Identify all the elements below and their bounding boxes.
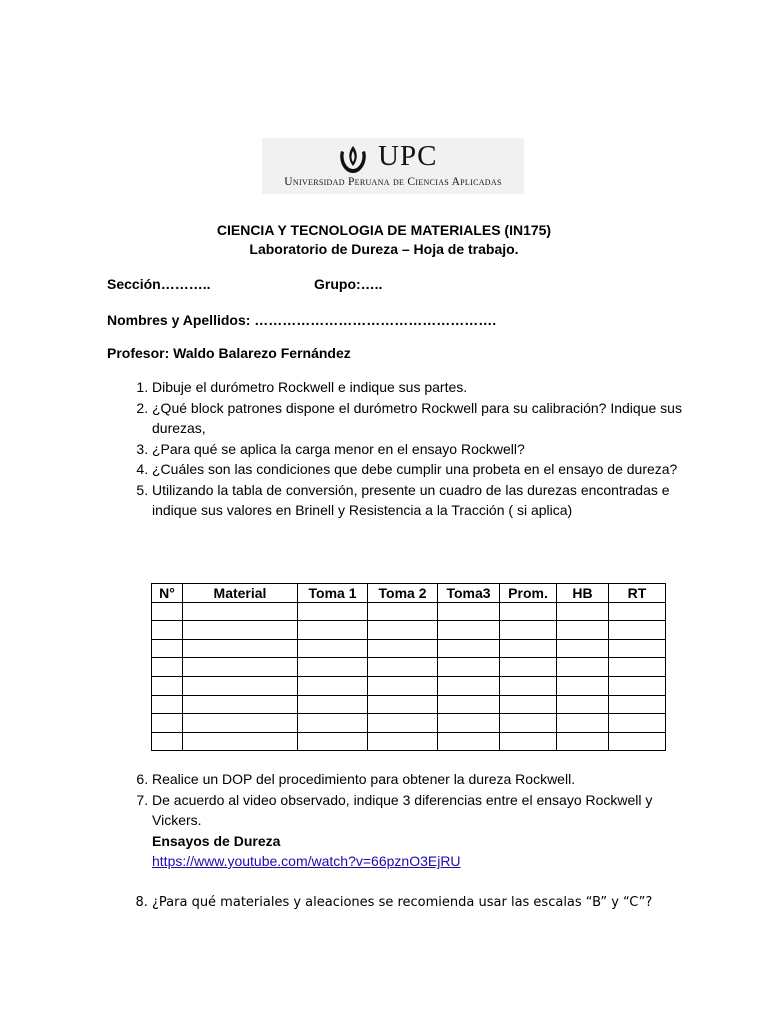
- video-link[interactable]: https://www.youtube.com/watch?v=66pznO3EjRU: [152, 853, 461, 869]
- course-title: CIENCIA Y TECNOLOGIA DE MATERIALES (IN175): [216, 222, 552, 238]
- questions-list: [124, 377, 692, 521]
- upc-logo: [262, 138, 524, 194]
- col-header: RT: [609, 584, 666, 603]
- table-row: [152, 621, 666, 640]
- table-cell: [368, 602, 438, 621]
- col-header: Material: [183, 584, 298, 603]
- table-row: [152, 695, 666, 714]
- table-cell: [183, 658, 298, 677]
- table-cell: [557, 695, 609, 714]
- table-cell: [368, 658, 438, 677]
- professor-field: Profesor: Waldo Balarezo Fernández: [107, 345, 351, 361]
- table-cell: [152, 695, 183, 714]
- table-cell: [152, 602, 183, 621]
- col-header: Toma3: [438, 584, 500, 603]
- logo-wordmark: UPC: [378, 140, 438, 172]
- table-cell: [557, 602, 609, 621]
- table-cell: [183, 602, 298, 621]
- table-cell: [183, 621, 298, 640]
- table-cell: [183, 639, 298, 658]
- table-cell: [183, 695, 298, 714]
- table-cell: [152, 714, 183, 733]
- table-cell: [557, 658, 609, 677]
- table-cell: [500, 602, 557, 621]
- names-field: Nombres y Apellidos: …………………………………………….: [107, 312, 497, 328]
- table-cell: [557, 621, 609, 640]
- table-cell: [438, 732, 500, 751]
- hardness-table: [151, 583, 666, 751]
- table-cell: [500, 621, 557, 640]
- table-cell: [183, 732, 298, 751]
- table-cell: [368, 639, 438, 658]
- table-cell: [298, 602, 368, 621]
- table-cell: [557, 732, 609, 751]
- table-cell: [500, 714, 557, 733]
- questions-list-3: [124, 892, 692, 913]
- table-cell: [609, 658, 666, 677]
- table-row: [152, 676, 666, 695]
- table-cell: [368, 676, 438, 695]
- table-cell: [368, 714, 438, 733]
- university-name: Universidad Peruana de Ciencias Aplicadas: [284, 176, 502, 188]
- table-row: [152, 732, 666, 751]
- table-cell: [298, 639, 368, 658]
- group-field: Grupo:…..: [314, 276, 383, 292]
- table-cell: [438, 621, 500, 640]
- table-cell: [609, 639, 666, 658]
- table-header-row: [152, 584, 666, 603]
- question-8: 8. ¿Para qué materiales y aleaciones se recomienda usar las escalas “B” y “C”?: [152, 892, 692, 913]
- upc-emblem-icon: [336, 143, 370, 177]
- table-cell: [438, 658, 500, 677]
- table-cell: [609, 732, 666, 751]
- questions-list-2: [124, 769, 692, 872]
- table-cell: [609, 621, 666, 640]
- table-cell: [557, 676, 609, 695]
- table-cell: [609, 714, 666, 733]
- table-cell: [609, 695, 666, 714]
- table-cell: [500, 658, 557, 677]
- table-cell: [557, 639, 609, 658]
- table-cell: [609, 602, 666, 621]
- table-cell: [152, 639, 183, 658]
- table-cell: [438, 602, 500, 621]
- table-cell: [298, 621, 368, 640]
- video-title: Ensayos de Dureza: [152, 832, 281, 849]
- table-row: [152, 639, 666, 658]
- table-cell: [438, 695, 500, 714]
- table-cell: [438, 676, 500, 695]
- col-header: N°: [152, 584, 183, 603]
- table-cell: [298, 658, 368, 677]
- table-cell: [298, 695, 368, 714]
- question-7: [152, 790, 692, 872]
- col-header: HB: [557, 584, 609, 603]
- table-cell: [368, 732, 438, 751]
- table-cell: [298, 676, 368, 695]
- question-7-text: De acuerdo al video observado, indique 3 diferencias entre el ensayo Rockwell y Vickers.: [152, 791, 653, 828]
- section-field: Sección………..: [107, 276, 211, 292]
- lab-title: Laboratorio de Dureza – Hoja de trabajo.: [249, 241, 519, 257]
- table-cell: [609, 676, 666, 695]
- table-cell: [500, 695, 557, 714]
- question-1: 1. Dibuje el durómetro Rockwell e indique sus partes.: [152, 377, 692, 398]
- table-cell: [183, 714, 298, 733]
- table-cell: [152, 621, 183, 640]
- question-6: 6. Realice un DOP del procedimiento para obtener la dureza Rockwell.: [152, 769, 692, 790]
- table-cell: [438, 639, 500, 658]
- question-3: 3. ¿Para qué se aplica la carga menor en el ensayo Rockwell?: [152, 439, 692, 460]
- table-cell: [500, 639, 557, 658]
- question-5: 5. Utilizando la tabla de conversión, presente un cuadro de las durezas encontradas e indique sus valores en Brinell y Resistencia a la Tracción ( si aplica): [152, 480, 692, 521]
- col-header: Toma 1: [298, 584, 368, 603]
- table-cell: [152, 658, 183, 677]
- col-header: Prom.: [500, 584, 557, 603]
- table-row: [152, 658, 666, 677]
- table-cell: [298, 714, 368, 733]
- col-header: Toma 2: [368, 584, 438, 603]
- table-cell: [152, 732, 183, 751]
- table-cell: [368, 695, 438, 714]
- table-cell: [152, 676, 183, 695]
- table-cell: [368, 621, 438, 640]
- table-cell: [557, 714, 609, 733]
- table-cell: [183, 676, 298, 695]
- table-row: [152, 602, 666, 621]
- question-4: 4. ¿Cuáles son las condiciones que debe cumplir una probeta en el ensayo de dureza?: [152, 459, 692, 480]
- table-cell: [500, 732, 557, 751]
- question-2: 2. ¿Qué block patrones dispone el durómetro Rockwell para su calibración? Indique sus durezas,: [152, 398, 692, 439]
- table-cell: [298, 732, 368, 751]
- table-cell: [500, 676, 557, 695]
- table-row: [152, 714, 666, 733]
- table-cell: [438, 714, 500, 733]
